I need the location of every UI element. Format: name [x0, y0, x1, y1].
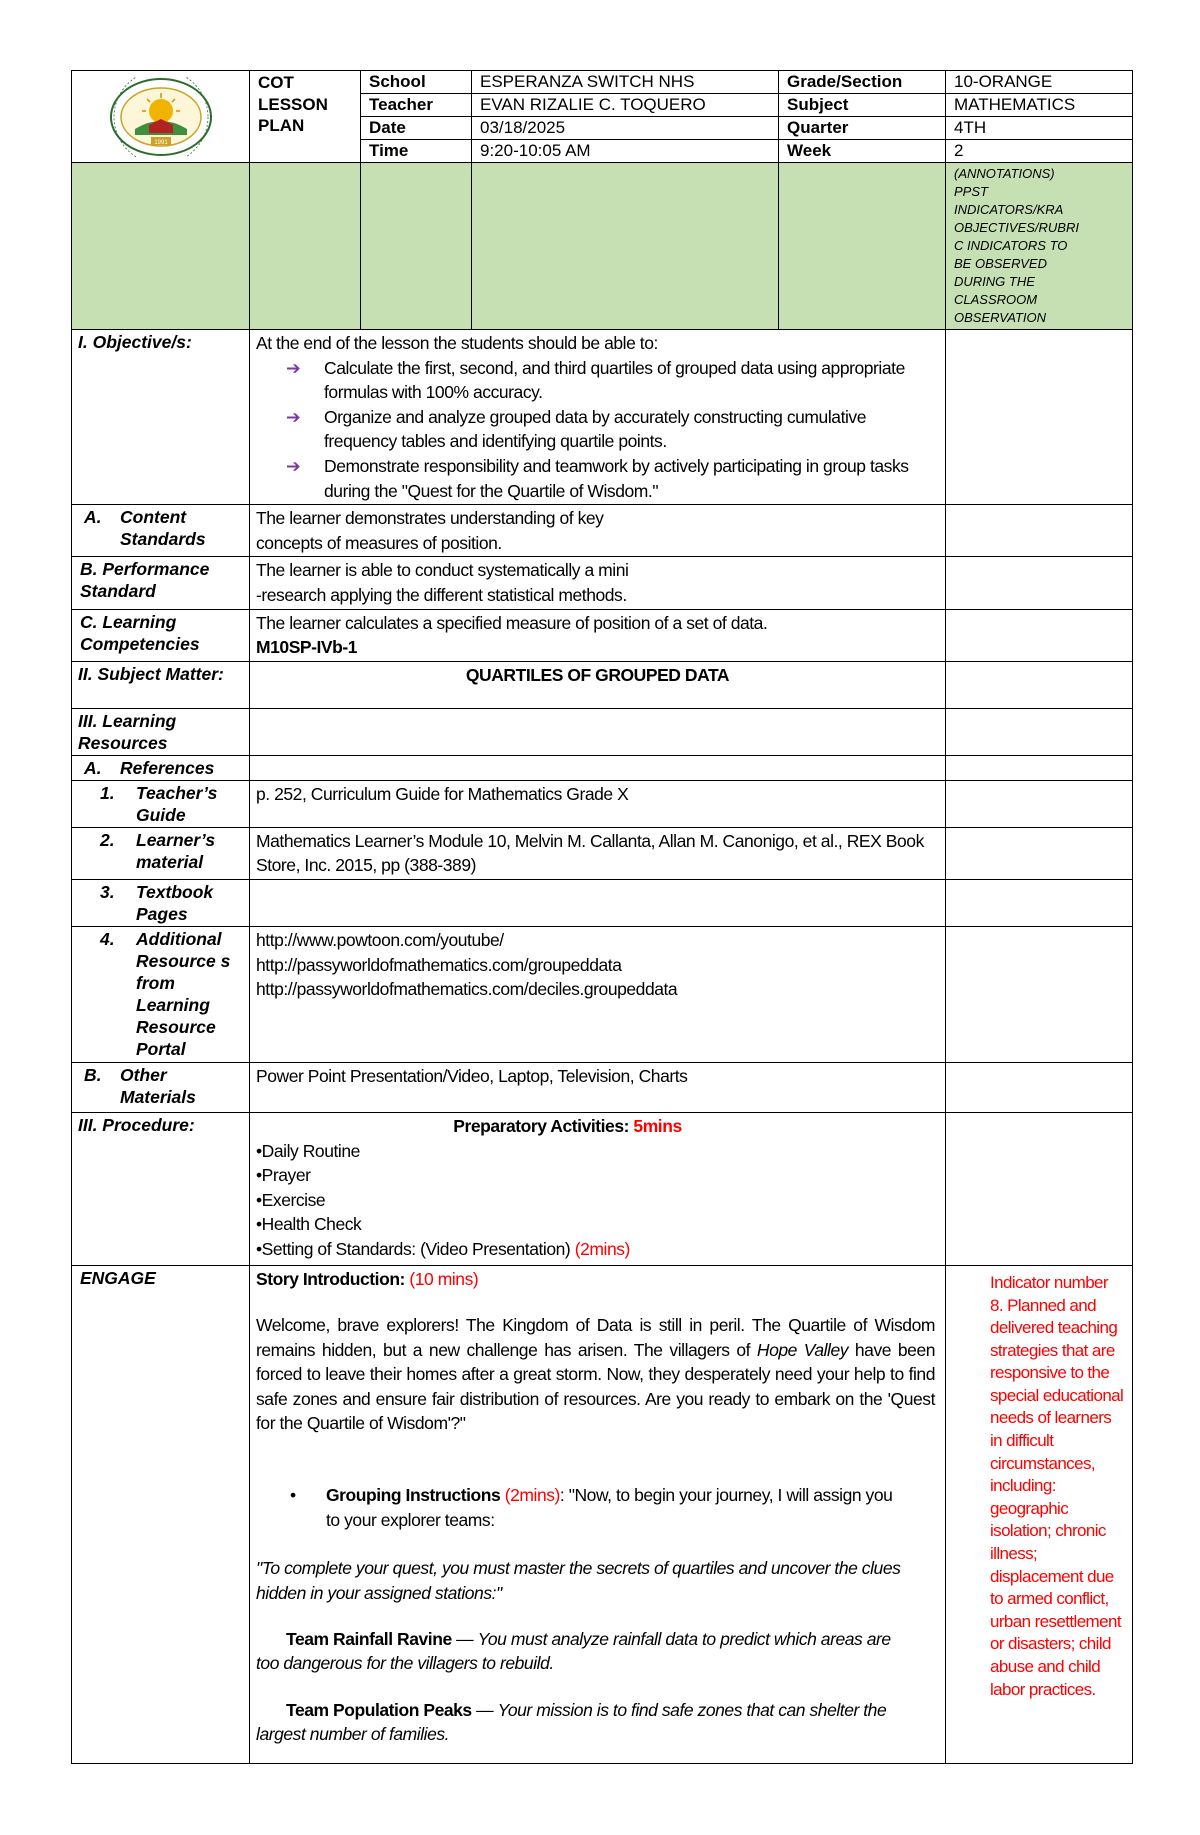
teacher-label: Teacher: [361, 94, 472, 117]
performance-standard-text: The learner is able to conduct systematically a mini -research applying the different statistical methods.: [250, 557, 946, 609]
subject-matter-label: II. Subject Matter:: [72, 661, 250, 708]
annotation-cell: [946, 661, 1133, 708]
school-label: School: [361, 71, 472, 94]
doc-title: COT LESSON PLAN: [250, 71, 361, 163]
annotation-cell: [946, 926, 1133, 1062]
additional-resources-links: [250, 926, 946, 1062]
grouping-item: • Grouping Instructions (2mins): "Now, to begin your journey, I will assign you to your explorer teams:: [290, 1485, 893, 1530]
grade-section-value: 10-ORANGE: [946, 71, 1133, 94]
procedure-item: •Setting of Standards: (Video Presentation) (2mins): [256, 1238, 630, 1259]
textbook-pages-text: [250, 879, 946, 926]
annotation-cell: [946, 755, 1133, 780]
preparatory-activities-title: Preparatory Activities: 5mins: [453, 1115, 682, 1136]
team-rainfall-ravine: Team Rainfall Ravine — You must analyze rainfall data to predict which areas are too dangerous for the villagers to rebuild.: [256, 1628, 891, 1674]
annotation-cell: [946, 708, 1133, 755]
additional-resources-label: 4. Additional Resource s from Learning Resource Portal: [72, 926, 250, 1062]
quarter-label: Quarter: [779, 117, 946, 140]
annotation-cell: [946, 827, 1133, 879]
objective-item: ➔ Organize and analyze grouped data by accurately constructing cumulative frequency tables and identifying quartile points.: [286, 406, 866, 452]
objectives-label: I. Objective/s:: [72, 330, 250, 505]
procedure-item: •Health Check: [256, 1214, 362, 1235]
school-seal-icon: [109, 77, 213, 157]
resource-link[interactable]: http://passyworldofmathematics.com/deciles.groupeddata: [256, 979, 678, 1000]
annotation-cell: [946, 1112, 1133, 1265]
annotation-cell: [946, 505, 1133, 557]
date-label: Date: [361, 117, 472, 140]
engage-label: ENGAGE: [72, 1265, 250, 1763]
other-materials-text: Power Point Presentation/Video, Laptop, Television, Charts: [250, 1062, 946, 1112]
school-value: ESPERANZA SWITCH NHS: [472, 71, 779, 94]
objective-item: ➔ Demonstrate responsibility and teamwork by actively participating in group tasks during the "Quest for the Quartile of Wisdom.": [286, 455, 909, 501]
objective-item: ➔ Calculate the first, second, and third quartiles of grouped data using appropriate formulas with 100% accuracy.: [286, 357, 905, 403]
other-materials-label: B. Other Materials: [72, 1062, 250, 1112]
bullet-dot-icon: •: [290, 1485, 296, 1506]
subject-value: MATHEMATICS: [946, 94, 1133, 117]
green-cell: [72, 163, 250, 330]
green-cell: [361, 163, 472, 330]
logo-cell: [72, 71, 250, 163]
procedure-content: [250, 1112, 946, 1265]
quest-text: "To complete your quest, you must master the secrets of quartiles and uncover the clues hidden in your assigned stations:": [256, 1558, 901, 1603]
content-standards-label: A. Content Standards: [72, 505, 250, 557]
annotation-cell: [946, 557, 1133, 609]
week-label: Week: [779, 140, 946, 163]
arrow-bullet-icon: ➔: [286, 406, 301, 427]
procedure-item: •Exercise: [256, 1189, 326, 1210]
green-cell: [779, 163, 946, 330]
green-cell: [472, 163, 779, 330]
arrow-bullet-icon: ➔: [286, 357, 301, 378]
references-label: A. References: [72, 755, 250, 780]
objectives-content: [250, 330, 946, 505]
procedure-item: •Daily Routine: [256, 1140, 360, 1161]
time-value: 9:20-10:05 AM: [472, 140, 779, 163]
resource-link[interactable]: http://www.powtoon.com/youtube/: [256, 929, 504, 950]
learning-competencies-text: The learner calculates a specified measure of position of a set of data. M10SP-IVb-1: [250, 609, 946, 661]
teacher-value: EVAN RIZALIE C. TOQUERO: [472, 94, 779, 117]
learning-resources-content: [250, 708, 946, 755]
seal-year: 1991: [153, 140, 168, 146]
green-cell: [250, 163, 361, 330]
team-population-peaks: Team Population Peaks — Your mission is to find safe zones that can shelter the largest number of families.: [256, 1699, 887, 1745]
content-standards-text: The learner demonstrates understanding of key concepts of measures of position.: [250, 505, 946, 557]
learning-competencies-label: C. Learning Competencies: [72, 609, 250, 661]
engage-content: [250, 1265, 946, 1763]
lesson-plan-page: [71, 70, 1132, 1764]
annotation-cell: [946, 780, 1133, 827]
learners-material-text: Mathematics Learner’s Module 10, Melvin M. Callanta, Allan M. Canonigo, et al., REX Book Store, Inc. 2015, pp (388-389): [250, 827, 946, 879]
learning-resources-label: III. Learning Resources: [72, 708, 250, 755]
teachers-guide-label: 1. Teacher’s Guide: [72, 780, 250, 827]
competency-code: M10SP-IVb-1: [256, 637, 358, 658]
procedure-label: III. Procedure:: [72, 1112, 250, 1265]
grade-section-label: Grade/Section: [779, 71, 946, 94]
quarter-value: 4TH: [946, 117, 1133, 140]
lesson-plan-table: [71, 70, 1133, 1764]
annotation-cell: [946, 879, 1133, 926]
grouping-list: [256, 1483, 939, 1532]
objectives-intro: At the end of the lesson the students should be able to:: [256, 333, 658, 353]
procedure-item: •Prayer: [256, 1165, 311, 1186]
arrow-bullet-icon: ➔: [286, 455, 301, 476]
objectives-list: [256, 356, 939, 504]
resource-link[interactable]: http://passyworldofmathematics.com/groupeddata: [256, 954, 622, 975]
subject-matter-text: QUARTILES OF GROUPED DATA: [250, 661, 946, 708]
annotation-cell: [946, 330, 1133, 505]
story-paragraph: Welcome, brave explorers! The Kingdom of Data is still in peril. The Quartile of Wisdom remains hidden, but a new challenge has arisen. The villagers of Hope Valley have been forced to leave their homes after a great storm. Now, they desperately need your help to find safe zones and ensure fair distribution of resources. Are you ready to embark on the 'Quest for the Quartile of Wisdom'?": [256, 1315, 936, 1433]
story-intro-heading: Story Introduction: (10 mins): [256, 1268, 479, 1289]
annotations-heading: (ANNOTATIONS) PPST INDICATORS/KRA OBJECTIVES/RUBRI C INDICATORS TO BE OBSERVED DURING THE CLASSROOM OBSERVATION: [946, 163, 1133, 330]
time-label: Time: [361, 140, 472, 163]
week-value: 2: [946, 140, 1133, 163]
performance-standard-label: B. Performance Standard: [72, 557, 250, 609]
indicator-annotation: Indicator number 8. Planned and delivered teaching strategies that are responsive to the special educational needs of learners in difficult circumstances, including: geographic isolation; chronic illness; displacement due to armed conflict, urban resettlement or disasters; child abuse and child labor practices.: [946, 1265, 1133, 1763]
annotation-cell: [946, 1062, 1133, 1112]
date-value: 03/18/2025: [472, 117, 779, 140]
teachers-guide-text: p. 252, Curriculum Guide for Mathematics Grade X: [250, 780, 946, 827]
subject-label: Subject: [779, 94, 946, 117]
learners-material-label: 2. Learner’s material: [72, 827, 250, 879]
textbook-pages-label: 3. Textbook Pages: [72, 879, 250, 926]
references-content: [250, 755, 946, 780]
annotation-cell: [946, 609, 1133, 661]
